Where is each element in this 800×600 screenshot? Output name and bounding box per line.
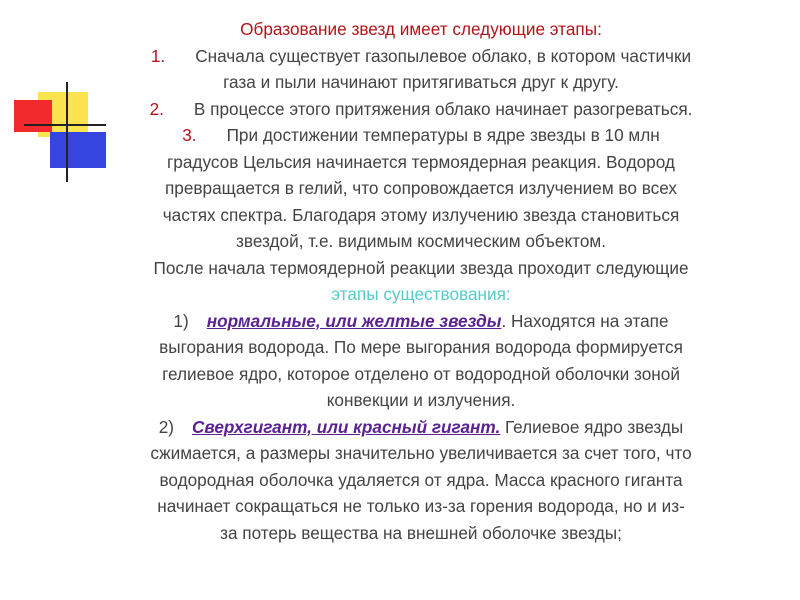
phase-2-line-2: сжимается, а размеры значительно увеличивается за счет того, что bbox=[150, 443, 692, 463]
stage-2-line-1 bbox=[56, 96, 786, 123]
phase-1-rest: . Находятся на этапе bbox=[501, 310, 669, 331]
stage-3-line-1 bbox=[56, 122, 786, 149]
phase-1-line-4: конвекции и излучения. bbox=[326, 390, 516, 410]
stage-3-line-4: частях спектра. Благодаря этому излучению звезда становиться bbox=[162, 204, 680, 225]
stage-3-line-2: градусов Цельсия начинается термоядерная реакция. Водород bbox=[167, 151, 675, 172]
phase-1-name: нормальные, или желтые звезды bbox=[206, 310, 502, 331]
phase-2-line-5: за потерь вещества на внешней оболочке звезды; bbox=[220, 522, 622, 543]
phase-2-line-3: водородная оболочка удаляется от ядра. Масса красного гиганта bbox=[159, 469, 683, 490]
slide-text bbox=[56, 16, 786, 546]
stage-1-text: Сначала существует газопылевое облако, в котором частички bbox=[195, 45, 692, 66]
stage-3-text: При достижении температуры в ядре звезды в 10 млн bbox=[226, 125, 660, 145]
phase-2-rest: Гелиевое ядро звезды bbox=[500, 416, 684, 437]
stage-3-marker: 3. bbox=[182, 125, 197, 145]
stage-2-marker: 2. bbox=[149, 98, 164, 119]
phase-1-marker: 1) bbox=[173, 310, 189, 331]
after-intro: После начала термоядерной реакции звезда проходит следующие bbox=[153, 257, 689, 278]
phase-2-line-1 bbox=[56, 414, 786, 441]
stage-1-line-2: газа и пыли начинают притягиваться друг к другу. bbox=[223, 72, 619, 92]
phase-1-line-2: выгорания водорода. По мере выгорания водорода формируется bbox=[159, 337, 683, 357]
phase-2-name: Сверхгигант, или красный гигант. bbox=[192, 416, 501, 437]
stage-3-line-5: звездой, т.е. видимым космическим объектом. bbox=[236, 231, 606, 251]
stage-3-line-3: превращается в гелий, что сопровождается излучением во всех bbox=[165, 178, 677, 198]
phase-2-line-4: начинает сокращаться не только из-за горения водорода, но и из- bbox=[157, 496, 685, 516]
slide-title: Образование звезд имеет следующие этапы: bbox=[240, 19, 602, 39]
after-intro-highlight: этапы существования: bbox=[331, 284, 511, 304]
decor-red-square bbox=[14, 100, 52, 132]
stage-1-marker: 1. bbox=[150, 45, 166, 66]
phase-2-marker: 2) bbox=[158, 416, 174, 437]
phase-1-line-1 bbox=[56, 308, 786, 335]
stage-2-text: В процессе этого притяжения облако начинает разогреваться. bbox=[193, 98, 693, 119]
stage-1-line-1 bbox=[56, 43, 786, 70]
phase-1-line-3: гелиевое ядро, которое отделено от водородной оболочки зоной bbox=[162, 363, 680, 384]
